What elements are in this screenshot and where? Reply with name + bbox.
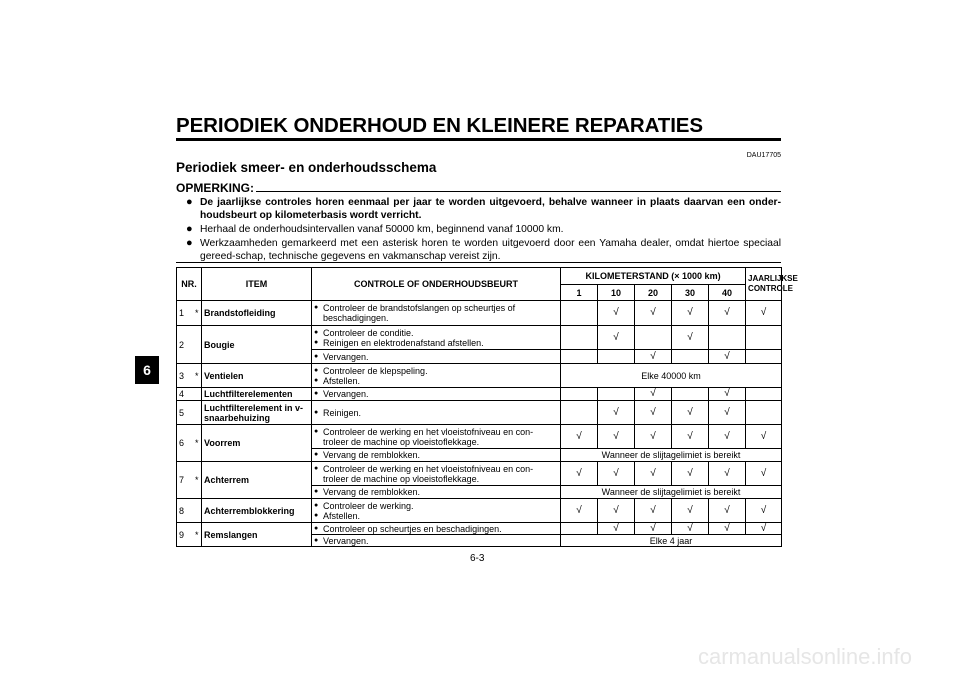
header-nr: NR. xyxy=(177,268,202,301)
interval-text: Elke 40000 km xyxy=(561,364,782,388)
check-mark: √ xyxy=(672,499,709,523)
item-name: Remslangen xyxy=(202,523,312,547)
dealer-asterisk: * xyxy=(193,425,202,462)
row-nr: 3 xyxy=(177,364,193,388)
bullet-icon: ● xyxy=(314,338,319,346)
header-kilometerstand: KILOMETERSTAND (× 1000 km) xyxy=(561,268,746,285)
controle-cell: ● Reinigen. xyxy=(312,401,561,425)
title-rule xyxy=(176,138,781,141)
note-bullet: ● Herhaal de onderhoudsintervallen vanaf 50000 km, beginnend vanaf 10000 km. xyxy=(186,223,564,235)
check-mark: √ xyxy=(672,425,709,449)
check-mark: √ xyxy=(672,401,709,425)
table-row xyxy=(177,364,782,388)
item-name: Voorrem xyxy=(202,425,312,462)
note-label: OPMERKING: xyxy=(176,181,254,195)
item-name: Bougie xyxy=(202,326,312,364)
check-mark: √ xyxy=(635,301,672,326)
header-controle: CONTROLE OF ONDERHOUDSBEURT xyxy=(312,268,561,301)
table-row xyxy=(177,499,782,523)
dealer-asterisk: * xyxy=(193,462,202,499)
controle-cell: ● Controleer de klepspeling. ● Afstellen. xyxy=(312,364,561,388)
controle-cell: ● Vervang de remblokken. xyxy=(312,449,561,462)
chapter-tab: 6 xyxy=(135,356,159,384)
row-nr: 6 xyxy=(177,425,193,462)
row-nr: 2 xyxy=(177,326,193,364)
row-nr: 7 xyxy=(177,462,193,499)
bullet-icon: ● xyxy=(314,352,319,360)
check-mark: √ xyxy=(635,350,672,364)
bullet-icon: ● xyxy=(314,328,319,336)
controle-cell: ● Controleer de conditie. ● Reinigen en elektrodenafstand afstellen. xyxy=(312,326,561,350)
controle-cell: ● Vervangen. xyxy=(312,535,561,547)
item-name: Luchtfilterelement in v-snaarbehuizing xyxy=(202,401,312,425)
note-bullet: ● De jaarlijkse controles horen eenmaal per jaar te worden uitgevoerd, behalve wanneer in plaats daarvan een onder-houdsbeurt op kilometerbasis wordt verricht. xyxy=(186,196,781,221)
table-row xyxy=(177,388,782,401)
check-mark: √ xyxy=(746,301,782,326)
check-mark: √ xyxy=(635,523,672,535)
table-row xyxy=(177,326,782,350)
check-mark: √ xyxy=(635,388,672,401)
controle-cell: ● Controleer de werking. ● Afstellen. xyxy=(312,499,561,523)
check-mark: √ xyxy=(746,499,782,523)
bullet-icon: ● xyxy=(186,237,193,249)
table-row xyxy=(177,523,782,535)
controle-cell: ● Controleer de werking en het vloeistofniveau en con-troleer de machine op vloeistoflekkage. xyxy=(312,462,561,486)
note-bullet: ● Werkzaamheden gemarkeerd met een asterisk horen te worden uitgevoerd door een Yamaha dealer, omdat hiertoe speciaal gereed-schap, technische gegevens en vakmanschap vereist zijn. xyxy=(186,237,781,262)
item-name: Brandstofleiding xyxy=(202,301,312,326)
row-nr: 1 xyxy=(177,301,193,326)
bullet-icon: ● xyxy=(314,501,319,509)
controle-cell: ● Vervangen. xyxy=(312,350,561,364)
check-mark: √ xyxy=(709,462,746,486)
bullet-icon: ● xyxy=(314,408,319,416)
check-mark: √ xyxy=(635,425,672,449)
check-mark: √ xyxy=(635,401,672,425)
interval-text: Elke 4 jaar xyxy=(561,535,782,547)
interval-text: Wanneer de slijtagelimiet is bereikt xyxy=(561,449,782,462)
check-mark: √ xyxy=(598,301,635,326)
check-mark: √ xyxy=(709,301,746,326)
check-mark: √ xyxy=(709,523,746,535)
row-nr: 4 xyxy=(177,388,193,401)
header-jaarlijkse-controle: JAARLIJKSE CONTROLE xyxy=(746,268,782,301)
check-mark: √ xyxy=(709,499,746,523)
table-row xyxy=(177,401,782,425)
header-km-20: 20 xyxy=(635,285,672,301)
dealer-asterisk: * xyxy=(193,364,202,388)
check-mark: √ xyxy=(561,462,598,486)
dealer-asterisk: * xyxy=(193,301,202,326)
header-km-10: 10 xyxy=(598,285,635,301)
check-mark: √ xyxy=(746,523,782,535)
controle-cell: ● Vervang de remblokken. xyxy=(312,486,561,499)
bullet-icon: ● xyxy=(314,427,319,435)
bullet-icon: ● xyxy=(314,390,319,397)
watermark-text: carmanualsonline.info xyxy=(697,644,912,669)
table-row xyxy=(177,301,782,326)
bullet-icon: ● xyxy=(314,536,319,544)
controle-cell: ● Controleer op scheurtjes en beschadigingen. xyxy=(312,523,561,535)
check-mark: √ xyxy=(635,462,672,486)
check-mark: √ xyxy=(672,523,709,535)
check-mark: √ xyxy=(709,388,746,401)
controle-cell: ● Controleer de werking en het vloeistofniveau en con-troleer de machine op vloeistoflekkage. xyxy=(312,425,561,449)
header-item: ITEM xyxy=(202,268,312,301)
page-title: PERIODIEK ONDERHOUD EN KLEINERE REPARATIES xyxy=(176,114,703,137)
item-name: Achterrem xyxy=(202,462,312,499)
check-mark: √ xyxy=(709,401,746,425)
item-name: Ventielen xyxy=(202,364,312,388)
check-mark: √ xyxy=(709,425,746,449)
check-mark: √ xyxy=(746,425,782,449)
table-row xyxy=(177,462,782,486)
header-km-40: 40 xyxy=(709,285,746,301)
row-nr: 8 xyxy=(177,499,193,523)
header-km-30: 30 xyxy=(672,285,709,301)
controle-cell: ● Controleer de brandstofslangen op scheurtjes of beschadigingen. xyxy=(312,301,561,326)
bullet-icon: ● xyxy=(314,488,319,495)
check-mark: √ xyxy=(561,425,598,449)
doc-code: DAU17705 xyxy=(746,152,781,159)
check-mark: √ xyxy=(598,326,635,350)
note-end-rule xyxy=(176,262,781,263)
item-name: Luchtfilterelementen xyxy=(202,388,312,401)
bullet-icon: ● xyxy=(314,304,319,311)
page-number: 6-3 xyxy=(470,553,485,564)
check-mark: √ xyxy=(598,401,635,425)
bullet-icon: ● xyxy=(314,464,319,472)
row-nr: 9 xyxy=(177,523,193,547)
header-km-1: 1 xyxy=(561,285,598,301)
check-mark: √ xyxy=(598,523,635,535)
dealer-asterisk: * xyxy=(193,523,202,547)
check-mark: √ xyxy=(635,499,672,523)
row-nr: 5 xyxy=(177,401,193,425)
bullet-icon: ● xyxy=(314,451,319,458)
section-subtitle: Periodiek smeer- en onderhoudsschema xyxy=(176,160,437,175)
bullet-icon: ● xyxy=(314,524,319,532)
check-mark: √ xyxy=(746,462,782,486)
interval-text: Wanneer de slijtagelimiet is bereikt xyxy=(561,486,782,499)
item-name: Achterremblokkering xyxy=(202,499,312,523)
bullet-icon: ● xyxy=(186,223,193,235)
table-row xyxy=(177,425,782,449)
controle-cell: ● Vervangen. xyxy=(312,388,561,401)
bullet-icon: ● xyxy=(314,366,319,374)
check-mark: √ xyxy=(598,462,635,486)
check-mark: √ xyxy=(598,425,635,449)
check-mark: √ xyxy=(598,499,635,523)
bullet-icon: ● xyxy=(186,196,193,208)
check-mark: √ xyxy=(672,326,709,350)
check-mark: √ xyxy=(561,499,598,523)
bullet-icon: ● xyxy=(314,376,319,384)
check-mark: √ xyxy=(672,462,709,486)
check-mark: √ xyxy=(672,301,709,326)
maintenance-schedule-table xyxy=(176,267,798,547)
note-rule xyxy=(256,191,781,192)
bullet-icon: ● xyxy=(314,511,319,519)
note-bullets xyxy=(186,196,781,264)
check-mark: √ xyxy=(709,350,746,364)
